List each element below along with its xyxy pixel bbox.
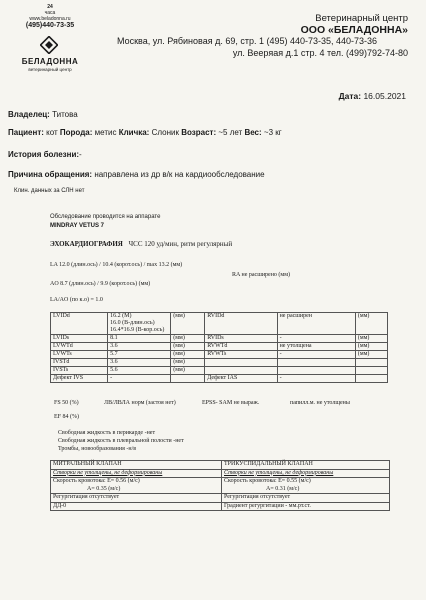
table-row bbox=[51, 359, 388, 367]
row-value: 5.7 bbox=[108, 351, 171, 359]
diamond-logo-icon bbox=[40, 36, 58, 54]
mitral-speed-a: A= 0.35 (м/с) bbox=[87, 485, 121, 492]
row-value: 3.6 bbox=[108, 359, 171, 367]
reason-label: Причина обращения: bbox=[8, 170, 93, 179]
lv-la-note: ЛВ/ЛВЛА норм (застоя нет) bbox=[104, 400, 176, 406]
device-line-2: MINDRAY VETUS 7 bbox=[50, 223, 105, 229]
logo-hours-word: часа bbox=[44, 10, 56, 16]
echo-title: ЭХОКАРДИОГРАФИЯ bbox=[50, 240, 123, 248]
row-right-label bbox=[205, 367, 277, 375]
clinic-address-1: Москва, ул. Рябиновая д. 69, стр. 1 (495) 440-73-35, 440-73-36 bbox=[117, 36, 378, 46]
breed-value: метис bbox=[94, 128, 117, 137]
table-row bbox=[51, 502, 390, 511]
row-right-label: RVWTs bbox=[205, 351, 277, 359]
mitral-title: МИТРАЛЬНЫЙ КЛАПАН bbox=[51, 461, 222, 470]
mitral-speed bbox=[51, 478, 222, 494]
document-date bbox=[339, 91, 406, 101]
row-right-label: Дефект IAS bbox=[205, 375, 277, 383]
table-row bbox=[51, 375, 388, 383]
row-value bbox=[108, 313, 171, 335]
age-label: Возраст: bbox=[181, 128, 217, 137]
logo-site: www.beladonna.ru bbox=[29, 16, 71, 22]
table-row bbox=[51, 478, 390, 494]
history-value: - bbox=[79, 150, 82, 159]
clinic-org: ООО «БЕЛАДОННА» bbox=[300, 24, 408, 36]
logo-subtitle: ветеринарный центр bbox=[28, 67, 72, 72]
row-label: IVSTs bbox=[51, 367, 108, 375]
row-value: - bbox=[108, 375, 171, 383]
clinic-title: Ветеринарный центр bbox=[315, 13, 408, 24]
tricuspid-speed-a: А= 0.31 (м/с) bbox=[266, 485, 300, 492]
row-label: LVIDs bbox=[51, 335, 108, 343]
ao-measure: AO 8.7 (длин.ось) / 9.9 (корот.ось) (мм) bbox=[50, 281, 151, 287]
fs-value: FS 50 (%) bbox=[54, 400, 79, 406]
breed-label: Порода: bbox=[59, 128, 93, 137]
mitral-speed-e: Скорость кровотока: E= 0.56 (м/с) bbox=[53, 478, 140, 484]
row-right-value bbox=[277, 359, 355, 367]
tricuspid-speed-e: Скорость кровотока: Е= 0.55 (м/с) bbox=[224, 478, 311, 484]
mitral-regurgitation: Регургитация отсутствует bbox=[51, 494, 222, 503]
history-label: История болезни: bbox=[8, 150, 80, 159]
date-value: 16.05.2021 bbox=[363, 91, 406, 101]
heart-rate: ЧСС 120 уд/мин, ритм регулярный bbox=[128, 240, 233, 248]
row-unit: (мм) bbox=[171, 343, 205, 351]
reason-line bbox=[8, 170, 265, 179]
row-value: 3.6 bbox=[108, 343, 171, 351]
la-ao-ratio: LA/AO (по к.о) = 1.0 bbox=[50, 297, 103, 303]
row-right-unit bbox=[355, 375, 387, 383]
valves-body bbox=[51, 461, 390, 511]
epss-note: EPSS- SAM не выраж. bbox=[202, 400, 260, 406]
table-row bbox=[51, 494, 390, 503]
row-right-value: не расширен bbox=[277, 313, 355, 335]
papillary-note: папилл.м. не утолщены bbox=[290, 400, 350, 406]
tricuspid-leaflets: Створки не утолщены, не деформированы bbox=[222, 469, 390, 478]
row-right-unit bbox=[355, 367, 387, 375]
logo-name: БЕЛАДОННА bbox=[21, 57, 79, 66]
lvidd-short: 16.4*16.9 (В-кор.ось) bbox=[110, 327, 165, 333]
row-right-value: - bbox=[277, 335, 355, 343]
ra-measure: RA не расширено (мм) bbox=[232, 272, 290, 278]
lvidd-long: 16.0 (В-длин.ось) bbox=[110, 320, 155, 326]
owner-line bbox=[8, 110, 78, 119]
row-right-unit bbox=[355, 359, 387, 367]
echo-heading bbox=[50, 240, 232, 248]
row-label: Дефект IVS bbox=[51, 375, 108, 383]
measurements-body bbox=[51, 313, 388, 383]
table-row bbox=[51, 335, 388, 343]
row-right-unit: (мм) bbox=[355, 351, 387, 359]
row-right-label: RVIDd bbox=[205, 313, 277, 335]
patient-label: Пациент: bbox=[8, 128, 44, 137]
reason-value: направлена из др в/к на кардиообследование bbox=[94, 170, 265, 179]
pet-name-label: Кличка: bbox=[118, 128, 150, 137]
thrombi-note: Тромбы, новообразования -н/в bbox=[58, 446, 137, 452]
clinic-address-2: ул. Вееряая д.1 стр. 4 тел. (499)792-74-80 bbox=[232, 48, 408, 58]
valves-table bbox=[50, 460, 390, 511]
mitral-dp: ДД-0 bbox=[51, 502, 222, 511]
row-label: LVIDd bbox=[51, 313, 108, 335]
tricuspid-title: ТРИКУСПИДАЛЬНЫЙ КЛАПАН bbox=[222, 461, 390, 470]
logo-phone: (495)440-73-35 bbox=[25, 22, 75, 29]
row-unit: (мм) bbox=[171, 313, 205, 335]
table-row bbox=[51, 313, 388, 335]
table-row bbox=[51, 469, 390, 478]
tricuspid-gradient: Градиент регургитации - мм.рт.ст. bbox=[222, 502, 390, 511]
owner-label: Владелец: bbox=[8, 110, 50, 119]
age-value: ~5 лет bbox=[218, 128, 243, 137]
mitral-leaflets: Створки не утолщены, не деформированы bbox=[51, 469, 222, 478]
row-right-value: - bbox=[277, 375, 355, 383]
table-row bbox=[51, 351, 388, 359]
table-row bbox=[51, 343, 388, 351]
row-right-value: - bbox=[277, 351, 355, 359]
table-row bbox=[51, 461, 390, 470]
row-label: LVWTs bbox=[51, 351, 108, 359]
row-right-value bbox=[277, 367, 355, 375]
weight-value: ~3 кг bbox=[263, 128, 282, 137]
pet-name-value: Слоник bbox=[151, 128, 179, 137]
row-label: LVWTd bbox=[51, 343, 108, 351]
measurements-table bbox=[50, 312, 388, 383]
table-row bbox=[51, 367, 388, 375]
row-right-label: RVIDs bbox=[205, 335, 277, 343]
history-line bbox=[8, 150, 82, 159]
row-right-label bbox=[205, 359, 277, 367]
patient-line bbox=[8, 128, 282, 137]
lvidd-m: 16.2 (М) bbox=[110, 313, 132, 319]
row-right-label: RVWTd bbox=[205, 343, 277, 351]
owner-value: Титова bbox=[52, 110, 78, 119]
row-value: 5.6 bbox=[108, 367, 171, 375]
logo-hours-number: 24 bbox=[47, 4, 53, 10]
tricuspid-regurgitation: Регургитация отсутствует bbox=[222, 494, 390, 503]
row-value: 8.1 bbox=[108, 335, 171, 343]
weight-label: Вес: bbox=[244, 128, 262, 137]
row-unit: (мм) bbox=[171, 335, 205, 343]
row-unit bbox=[171, 375, 205, 383]
clinic-logo bbox=[10, 4, 90, 78]
row-unit: (мм) bbox=[171, 367, 205, 375]
date-label: Дата: bbox=[338, 91, 362, 101]
tricuspid-speed bbox=[222, 478, 390, 494]
pericardial-fluid: Свободная жидкость в перикарде -нет bbox=[58, 430, 156, 436]
patient-species: кот bbox=[46, 128, 58, 137]
device-line-1: Обследование проводится на аппарате bbox=[50, 214, 161, 220]
ef-value: EF 84 (%) bbox=[54, 414, 79, 420]
row-unit: (мм) bbox=[171, 351, 205, 359]
la-measure: LA 12.0 (длин.ось) / 10.4 (корот.ось) / max 13.2 (мм) bbox=[50, 262, 183, 268]
clinical-note: Клин. данных за СЛН нет bbox=[14, 188, 85, 194]
row-right-value: не утолщена bbox=[277, 343, 355, 351]
row-unit: (мм) bbox=[171, 359, 205, 367]
row-label: IVSTd bbox=[51, 359, 108, 367]
pleural-fluid: Свободная жидкость в плевральной полости -нет bbox=[58, 438, 184, 444]
row-right-unit: (мм) bbox=[355, 335, 387, 343]
row-right-unit: (мм) bbox=[355, 313, 387, 335]
row-right-unit: (мм) bbox=[355, 343, 387, 351]
